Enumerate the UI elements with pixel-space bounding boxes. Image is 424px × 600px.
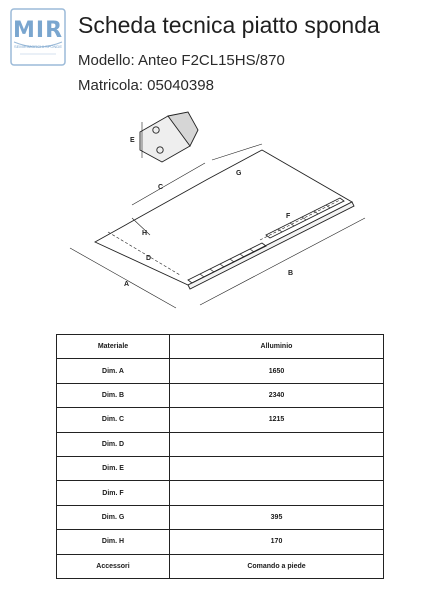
table-row [57,432,384,456]
technical-drawing [40,100,380,325]
logo-text: MIR [12,18,64,43]
table-row [57,335,384,359]
spec-value: 1650 [170,359,384,383]
dim-a-line [70,248,176,308]
label-h: H [142,230,148,237]
label-g: G [236,170,242,177]
spec-key: Dim. B [57,383,170,407]
logo-subtitle [14,44,62,49]
company-logo [10,8,66,66]
table-row [57,505,384,529]
label-a: A [124,281,130,288]
spec-value: 2340 [170,383,384,407]
dim-f-line [260,200,340,240]
spec-key: Dim. E [57,456,170,480]
label-b: B [288,270,294,277]
spec-key: Dim. F [57,481,170,505]
dim-g-line [212,144,262,160]
logo-sub-right: SPONDE [45,44,62,49]
table-row [57,359,384,383]
logo-sub-left: SEMIRIMORCHI [14,44,44,49]
spec-value [170,432,384,456]
spec-key: Dim. H [57,530,170,554]
spec-value [170,456,384,480]
plate-edge [188,202,354,289]
spec-key: Dim. C [57,408,170,432]
spec-value: 1215 [170,408,384,432]
dim-h-line [132,218,150,235]
label-f: F [286,213,291,220]
spec-key: Dim. G [57,505,170,529]
table-row [57,408,384,432]
table-row [57,530,384,554]
spec-key: Dim. D [57,432,170,456]
label-c: C [158,184,164,191]
label-e: E [130,137,135,144]
spec-value: 395 [170,505,384,529]
page-title: Scheda tecnica piatto sponda [78,12,380,38]
spec-table [56,334,384,579]
table-row [57,383,384,407]
hinge-strip-front [188,243,266,283]
spec-value: 170 [170,530,384,554]
hinge-detail [200,249,254,277]
serial-line: Matricola: 05040398 [78,77,214,94]
model-line: Modello: Anteo F2CL15HS/870 [78,52,285,69]
spec-value: Comando a piede [170,554,384,578]
spec-value [170,481,384,505]
table-row [57,481,384,505]
plate-outline [95,150,352,285]
spec-key: Dim. A [57,359,170,383]
spec-key: Accessori [57,554,170,578]
table-row [57,456,384,480]
label-d: D [146,255,152,262]
spec-value: Alluminio [170,335,384,359]
table-row [57,554,384,578]
spec-key: Materiale [57,335,170,359]
dim-c-line [132,163,205,205]
